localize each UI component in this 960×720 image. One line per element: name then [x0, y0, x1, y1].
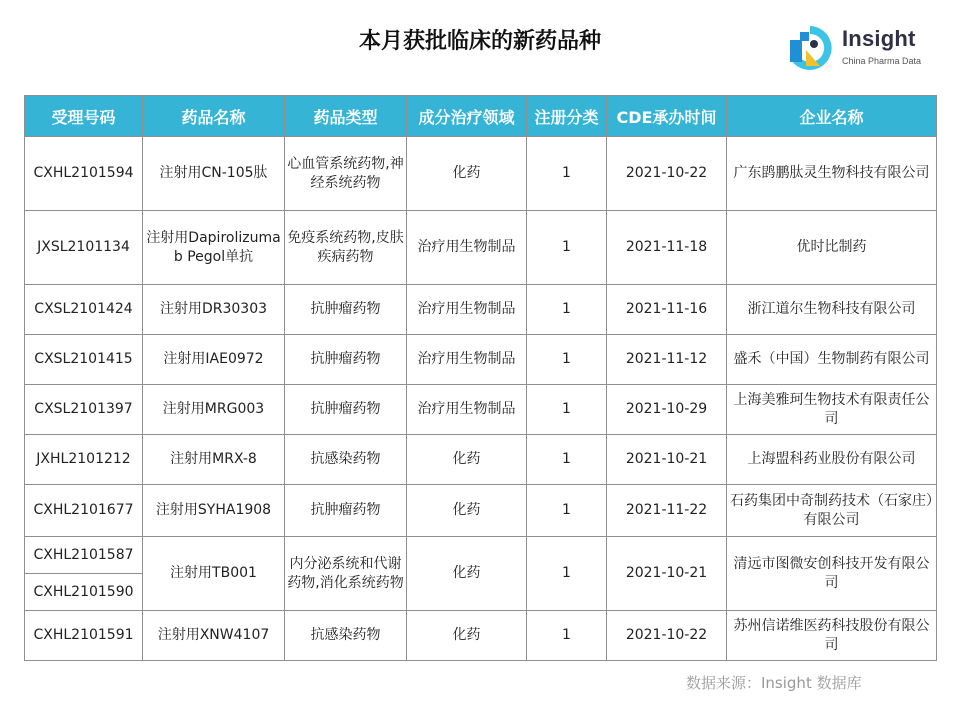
drug-type: 抗肿瘤药物 [285, 485, 407, 537]
table-row [25, 435, 937, 485]
drug-name: 注射用XNW4107 [143, 611, 285, 661]
header-cell: 注册分类 [527, 96, 607, 137]
therapeutic-field: 治疗用生物制品 [407, 385, 527, 435]
acceptance-number: JXSL2101134 [25, 211, 143, 285]
table-row [25, 611, 937, 661]
cde-date: 2021-10-21 [607, 537, 727, 611]
cde-date: 2021-11-12 [607, 335, 727, 385]
acceptance-number: CXHL2101591 [25, 611, 143, 661]
header-cell: CDE承办时间 [607, 96, 727, 137]
header-cell: 药品类型 [285, 96, 407, 137]
table-header-row [25, 96, 937, 137]
header-cell: 受理号码 [25, 96, 143, 137]
drug-type: 抗感染药物 [285, 611, 407, 661]
table-row [25, 537, 937, 574]
table-row [25, 285, 937, 335]
registration-class: 1 [527, 335, 607, 385]
registration-class: 1 [527, 435, 607, 485]
acceptance-number: CXHL2101677 [25, 485, 143, 537]
table-row [25, 485, 937, 537]
company-name: 苏州信诺维医药科技股份有限公司 [727, 611, 937, 661]
registration-class: 1 [527, 285, 607, 335]
data-source-note: 数据来源：Insight 数据库 [686, 674, 862, 692]
drug-name: 注射用MRG003 [143, 385, 285, 435]
cde-date: 2021-10-22 [607, 611, 727, 661]
therapeutic-field: 化药 [407, 137, 527, 211]
table-row [25, 211, 937, 285]
table-row [25, 385, 937, 435]
company-name: 浙江道尔生物科技有限公司 [727, 285, 937, 335]
company-name: 石药集团中奇制药技术（石家庄）有限公司 [727, 485, 937, 537]
therapeutic-field: 化药 [407, 611, 527, 661]
table-row [25, 137, 937, 211]
company-name: 清远市图微安创科技开发有限公司 [727, 537, 937, 611]
cde-date: 2021-10-29 [607, 385, 727, 435]
drug-name: 注射用MRX-8 [143, 435, 285, 485]
drug-name: 注射用IAE0972 [143, 335, 285, 385]
page-title: 本月获批临床的新药品种 [358, 29, 601, 54]
approved-drugs-table [24, 95, 937, 661]
header-cell: 企业名称 [727, 96, 937, 137]
cde-date: 2021-11-18 [607, 211, 727, 285]
drug-name: 注射用CN-105肽 [143, 137, 285, 211]
therapeutic-field: 治疗用生物制品 [407, 285, 527, 335]
drug-type: 抗肿瘤药物 [285, 285, 407, 335]
insight-logo-icon [784, 22, 836, 74]
drug-type: 内分泌系统和代谢药物,消化系统药物 [285, 537, 407, 611]
registration-class: 1 [527, 485, 607, 537]
registration-class: 1 [527, 211, 607, 285]
table-row [25, 335, 937, 385]
acceptance-number: CXSL2101397 [25, 385, 143, 435]
cde-date: 2021-11-16 [607, 285, 727, 335]
acceptance-number: JXHL2101212 [25, 435, 143, 485]
company-name: 上海盟科药业股份有限公司 [727, 435, 937, 485]
therapeutic-field: 治疗用生物制品 [407, 211, 527, 285]
drug-type: 抗肿瘤药物 [285, 335, 407, 385]
cde-date: 2021-10-22 [607, 137, 727, 211]
acceptance-number: CXHL2101594 [25, 137, 143, 211]
registration-class: 1 [527, 537, 607, 611]
logo-tagline: China Pharma Data [842, 56, 922, 66]
drug-name: 注射用Dapirolizumab Pegol单抗 [143, 211, 285, 285]
acceptance-number: CXSL2101424 [25, 285, 143, 335]
drug-name: 注射用SYHA1908 [143, 485, 285, 537]
therapeutic-field: 化药 [407, 485, 527, 537]
cde-date: 2021-10-21 [607, 435, 727, 485]
registration-class: 1 [527, 611, 607, 661]
registration-class: 1 [527, 385, 607, 435]
acceptance-number: CXHL2101590 [25, 574, 143, 611]
acceptance-number: CXSL2101415 [25, 335, 143, 385]
company-name: 盛禾（中国）生物制药有限公司 [727, 335, 937, 385]
drug-type: 抗肿瘤药物 [285, 385, 407, 435]
company-name: 优时比制药 [727, 211, 937, 285]
drug-type: 免疫系统药物,皮肤疾病药物 [285, 211, 407, 285]
therapeutic-field: 治疗用生物制品 [407, 335, 527, 385]
insight-logo [784, 22, 944, 74]
drug-type: 抗感染药物 [285, 435, 407, 485]
therapeutic-field: 化药 [407, 435, 527, 485]
registration-class: 1 [527, 137, 607, 211]
therapeutic-field: 化药 [407, 537, 527, 611]
company-name: 上海美雅珂生物技术有限责任公司 [727, 385, 937, 435]
header-cell: 成分治疗领域 [407, 96, 527, 137]
company-name: 广东鹍鹏肽灵生物科技有限公司 [727, 137, 937, 211]
header-cell: 药品名称 [143, 96, 285, 137]
acceptance-number: CXHL2101587 [25, 537, 143, 574]
logo-wordmark: Insight [842, 26, 916, 51]
drug-name: 注射用DR30303 [143, 285, 285, 335]
cde-date: 2021-11-22 [607, 485, 727, 537]
drug-type: 心血管系统药物,神经系统药物 [285, 137, 407, 211]
drug-name: 注射用TB001 [143, 537, 285, 611]
